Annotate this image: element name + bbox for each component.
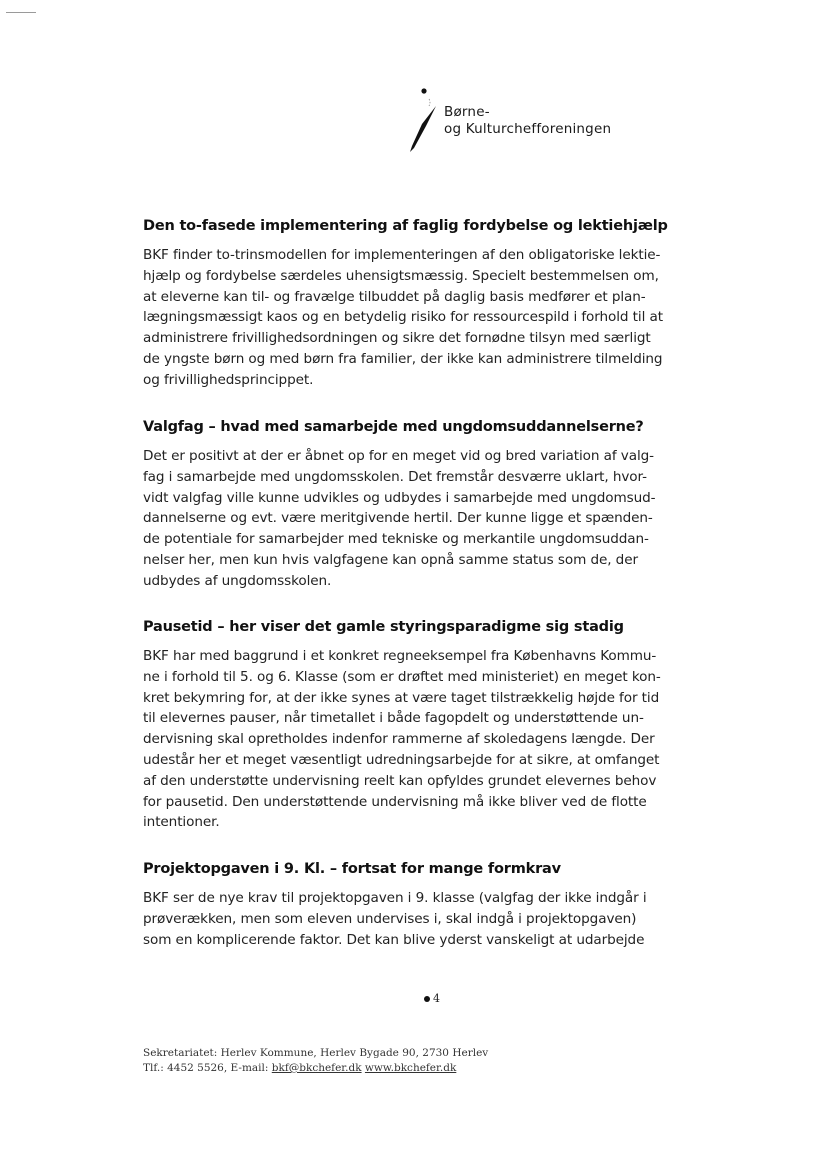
body-line: de yngste børn og med børn fra familier, der ikke kan administrere tilmelding [143,350,663,367]
body-line: administrere frivillighedsordningen og sikre det fornødne tilsyn med særligt [143,330,651,347]
body-line: nelser her, men kun hvis valgfagene kan opnå samme status som de, der [143,551,638,568]
body-line: de potentiale for samarbejder med tekniske og merkantile ungdomsuddan- [143,531,649,548]
footer-phone: Tlf.: 4452 5526, E-mail: [143,1062,272,1074]
body-line: dannelserne og evt. være meritgivende hertil. Der kunne ligge et spænden- [143,510,653,527]
section-heading: Den to-fasede implementering af faglig fordybelse og lektiehjælp [143,218,668,234]
page-number-value: 4 [433,992,440,1005]
body-line: hjælp og fordybelse særdeles uhensigtsmæssig. Specielt bestemmelsen om, [143,267,659,284]
body-line: BKF ser de nye krav til projektopgaven i 9. klasse (valgfag der ikke indgår i [143,890,647,906]
footer-contact [143,1061,488,1076]
body-line: BKF har med baggrund i et konkret regneeksempel fra Københavns Kommu- [143,648,657,664]
body-line: Det er positivt at der er åbnet op for en meget vid og bred variation af valg- [143,448,654,464]
body-line: kret bekymring for, at der ikke synes at være taget tilstrækkelig højde for tid [143,689,660,706]
body-line: fag i samarbejde med ungdomsskolen. Det fremstår desværre uklart, hvor- [143,468,647,485]
email-link[interactable]: bkf@bkchefer.dk [271,1062,362,1074]
organization-name [444,104,611,138]
footer [143,1046,488,1076]
section-heading: Projektopgaven i 9. Kl. – fortsat for mange formkrav [143,861,561,877]
organization-name-line2: og Kulturchefforeningen [444,121,612,137]
body-line: dervisning skal opretholdes indenfor rammerne af skoledagens længde. Der [143,731,655,748]
body-line: udbydes af ungdomsskolen. [143,572,332,589]
body-line: til elevernes pauser, når timetallet i både fagopdelt og understøttende un- [143,710,644,727]
footer-address: Sekretariatet: Herlev Kommune, Herlev Bygade 90, 2730 Herlev [143,1047,489,1059]
page-number [424,992,440,1005]
website-link[interactable]: www.bkchefer.dk [364,1062,457,1074]
section-lektiehjaelp [143,218,723,391]
body-line: BKF finder to-trinsmodellen for implementeringen af den obligatoriske lektie- [143,247,661,263]
body-line: at eleverne kan til- og fravælge tilbuddet på daglig basis medfører et plan- [143,288,646,305]
section-valgfag [143,419,723,592]
body-line: ne i forhold til 5. og 6. Klasse (som er drøftet med ministeriet) en meget kon- [143,668,661,685]
section-heading: Valgfag – hvad med samarbejde med ungdomsuddannelserne? [143,419,644,435]
body-line: og frivillighedsprincippet. [143,371,314,388]
bullet-icon [424,996,430,1002]
scan-mark [6,12,36,13]
body-line: af den understøtte undervisning reelt kan opfyldes grundet elevernes behov [143,772,657,789]
body-line: som en komplicerende faktor. Det kan blive yderst vanskeligt at udarbejde [143,931,645,948]
organization-name-line1: Børne- [444,104,490,120]
body-line: intentioner. [143,814,220,831]
section-projektopgaven [143,861,723,950]
body-line: udestår her et meget væsentligt udredningsarbejde for at sikre, at omfanget [143,751,660,768]
body-line: for pausetid. Den understøttende undervisning må ikke bliver ved de flotte [143,793,647,810]
section-pausetid [143,619,723,833]
section-heading: Pausetid – her viser det gamle styringsparadigme sig stadig [143,619,624,635]
body-line: prøverækken, men som eleven undervises i, skal indgå i projektopgaven) [143,910,637,927]
body-line: vidt valgfag ville kunne udvikles og udbydes i samarbejde med ungdomsud- [143,489,656,506]
body-line: lægningsmæssigt kaos og en betydelig risiko for ressourcespild i forhold til at [143,309,663,326]
